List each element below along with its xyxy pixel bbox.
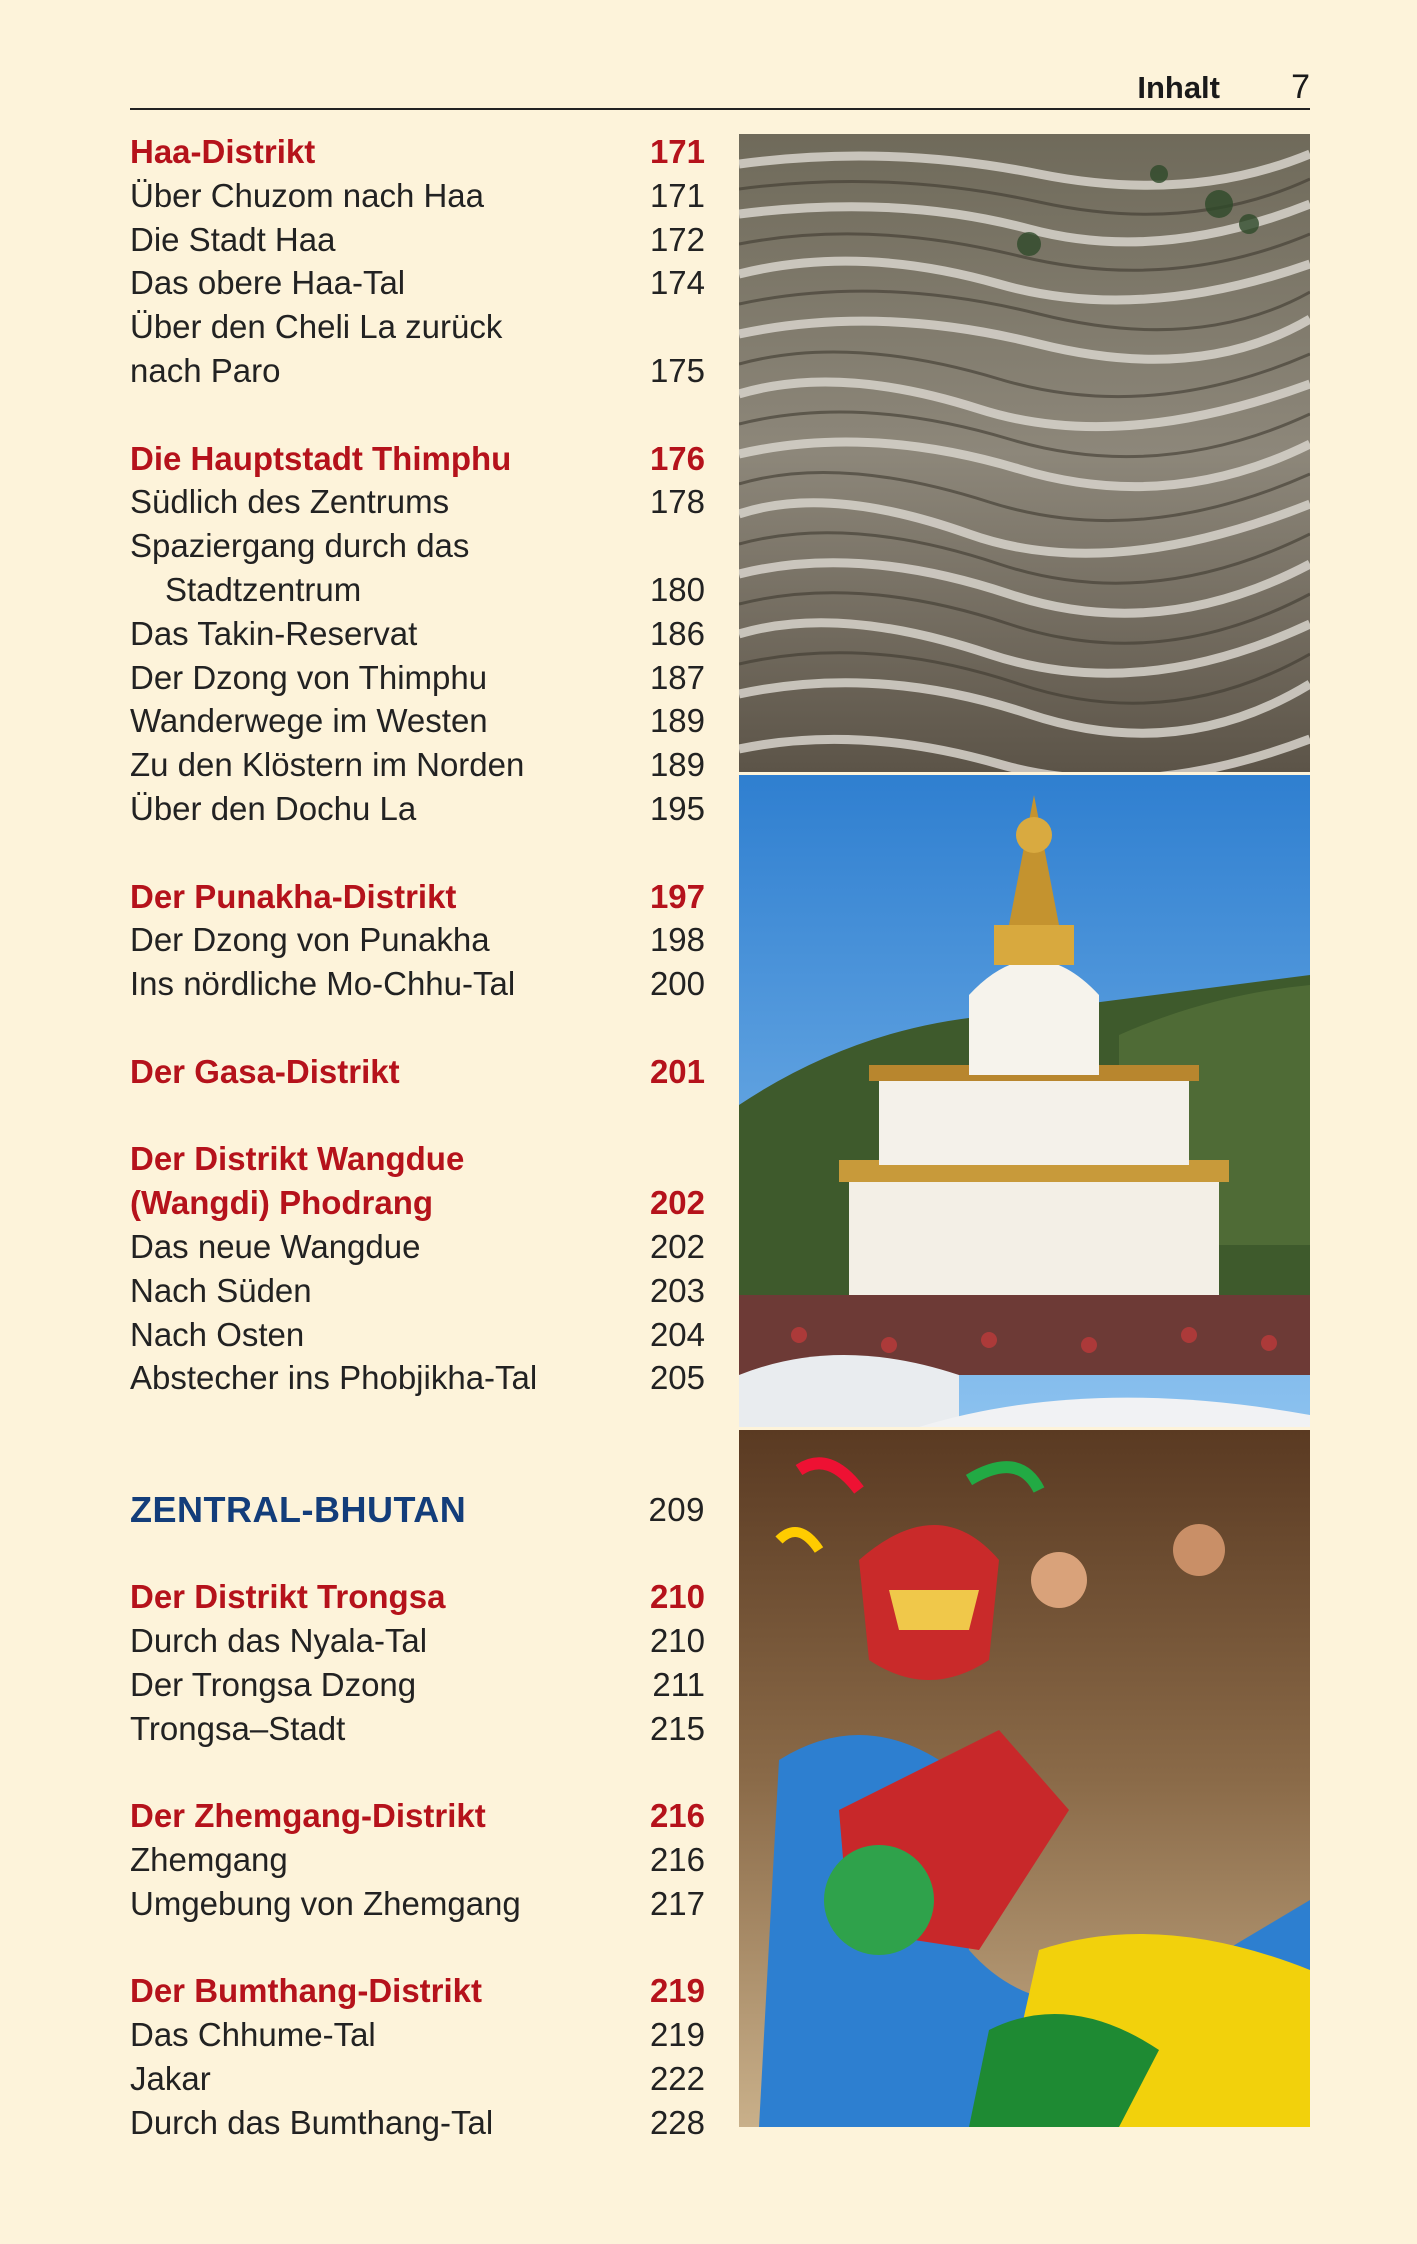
toc-region-heading [130,1488,705,1532]
toc-entry-title: Ins nördliche Mo-Chhu-Tal [130,965,516,1003]
toc-entry [130,305,705,349]
toc-entry-title: Über Chuzom nach Haa [130,176,485,214]
toc-section-heading [130,437,705,481]
toc-entry-page: 195 [649,789,705,827]
toc-entry-page: 187 [649,658,705,696]
toc-entry-title: Stadtzentrum [165,570,362,608]
toc-entry-page: 211 [652,1665,705,1703]
toc-entry-page: 202 [649,1184,705,1222]
toc-entry-page: 176 [649,439,705,477]
toc-entry-page: 205 [649,1359,705,1397]
toc-spacer [130,1750,705,1794]
toc-entry [130,1619,705,1663]
toc-entry-page: 189 [649,746,705,784]
toc-entry [130,1882,705,1926]
toc-spacer [130,393,705,437]
toc-entry [130,743,705,787]
toc-entry [130,787,705,831]
toc-entry-title: Das Takin-Reservat [130,614,418,652]
toc-entry-page: 189 [649,702,705,740]
toc-entry-page: 200 [649,965,705,1003]
toc-entry-title: Trongsa–Stadt [130,1709,346,1747]
toc-entry-title: Der Trongsa Dzong [130,1665,417,1703]
toc-entry-title: (Wangdi) Phodrang [130,1184,434,1222]
toc-spacer [130,1400,705,1444]
toc-section-heading [130,1181,705,1225]
toc-entry-page: 228 [649,2103,705,2141]
toc-entry-title: ZENTRAL-BHUTAN [130,1488,467,1530]
toc-entry-page: 210 [649,1622,705,1660]
chorten-stupa-photo [739,775,1310,1427]
toc-entry-page: 171 [649,133,705,170]
toc-entry-title: Der Distrikt Wangdue [130,1140,465,1178]
toc-entry-page: 219 [649,2016,705,2054]
toc-entry [130,1663,705,1707]
toc-entry-page: 202 [649,1227,705,1265]
toc-entry-title: Das neue Wangdue [130,1227,421,1265]
toc-spacer [130,831,705,875]
toc-entry-page: 217 [649,1884,705,1922]
toc-entry [130,261,705,305]
toc-entry-title: Der Dzong von Punakha [130,921,490,959]
masked-dancer-photo [739,1430,1310,2127]
toc-entry-page: 171 [649,176,705,214]
toc-entry-page: 201 [649,1052,705,1090]
toc-entry-title: Abstecher ins Phobjikha-Tal [130,1359,538,1397]
table-of-contents [130,130,705,2145]
header-title: Inhalt [1137,70,1220,105]
toc-entry [130,568,705,612]
toc-entry-title: Durch das Bumthang-Tal [130,2103,494,2141]
toc-entry [130,1313,705,1357]
toc-entry-page: 222 [649,2060,705,2098]
toc-entry-page: 215 [649,1709,705,1747]
toc-entry [130,480,705,524]
toc-entry [130,2101,705,2145]
toc-spacer [130,1094,705,1138]
toc-entry-title: Der Zhemgang-Distrikt [130,1797,486,1835]
toc-spacer [130,1006,705,1050]
toc-entry-title: Die Stadt Haa [130,220,336,258]
toc-entry-title: Nach Süden [130,1271,312,1309]
toc-entry-page: 174 [649,264,705,302]
toc-section-heading [130,1575,705,1619]
toc-entry-title: Umgebung von Zhemgang [130,1884,521,1922]
toc-entry-page: 197 [649,877,705,915]
toc-entry-page: 180 [649,570,705,608]
toc-entry-title: Zhemgang [130,1841,288,1879]
toc-entry-page: 198 [649,921,705,959]
toc-entry [130,1225,705,1269]
toc-entry-page: 203 [649,1271,705,1309]
toc-entry [130,524,705,568]
toc-spacer [130,1532,705,1576]
toc-entry-page: 219 [649,1972,705,2010]
toc-entry [130,699,705,743]
toc-entry-title: Der Distrikt Trongsa [130,1578,446,1616]
toc-entry [130,2013,705,2057]
toc-entry [130,218,705,262]
page-header [130,62,1310,110]
toc-section-heading [130,1794,705,1838]
toc-entry-title: Der Dzong von Thimphu [130,658,488,696]
terraced-fields-photo [739,134,1310,772]
toc-entry [130,962,705,1006]
toc-entry-title: Zu den Klöstern im Norden [130,746,525,784]
toc-entry-page: 204 [649,1315,705,1353]
toc-entry-page: 216 [649,1797,705,1835]
toc-entry-title: Der Bumthang-Distrikt [130,1972,483,2010]
toc-entry-page: 175 [649,351,705,389]
toc-entry [130,1707,705,1751]
toc-entry [130,2057,705,2101]
toc-entry [130,612,705,656]
toc-entry-title: Der Gasa-Distrikt [130,1052,400,1090]
toc-spacer [130,1444,705,1488]
toc-entry-title: Über den Cheli La zurück [130,308,503,346]
toc-entry-title: Spaziergang durch das [130,527,470,565]
toc-entry-title: Das Chhume-Tal [130,2016,376,2054]
toc-entry-page: 209 [648,1490,705,1528]
toc-entry [130,656,705,700]
toc-entry [130,174,705,218]
toc-entry [130,1356,705,1400]
toc-entry-title: Haa-Distrikt [130,133,316,170]
toc-entry [130,1838,705,1882]
toc-entry-title: Jakar [130,2060,211,2098]
toc-entry [130,1269,705,1313]
toc-section-heading [130,130,705,174]
toc-entry [130,918,705,962]
toc-entry-page: 172 [649,220,705,258]
toc-entry-title: Die Hauptstadt Thimphu [130,439,512,477]
toc-entry [130,349,705,393]
toc-section-heading [130,875,705,919]
toc-entry-page: 178 [649,483,705,521]
page-number: 7 [1291,68,1310,106]
toc-entry-title: nach Paro [130,351,281,389]
toc-section-heading [130,1137,705,1181]
toc-entry-page: 210 [649,1578,705,1616]
toc-entry-page: 186 [649,614,705,652]
toc-entry-title: Über den Dochu La [130,789,417,827]
toc-section-heading [130,1969,705,2013]
toc-entry-title: Der Punakha-Distrikt [130,877,457,915]
toc-entry-title: Wanderwege im Westen [130,702,488,740]
toc-section-heading [130,1050,705,1094]
toc-entry-title: Nach Osten [130,1315,305,1353]
toc-entry-title: Durch das Nyala-Tal [130,1622,428,1660]
toc-spacer [130,1926,705,1970]
toc-entry-page: 216 [649,1841,705,1879]
toc-entry-title: Das obere Haa-Tal [130,264,406,302]
toc-entry-title: Südlich des Zentrums [130,483,450,521]
